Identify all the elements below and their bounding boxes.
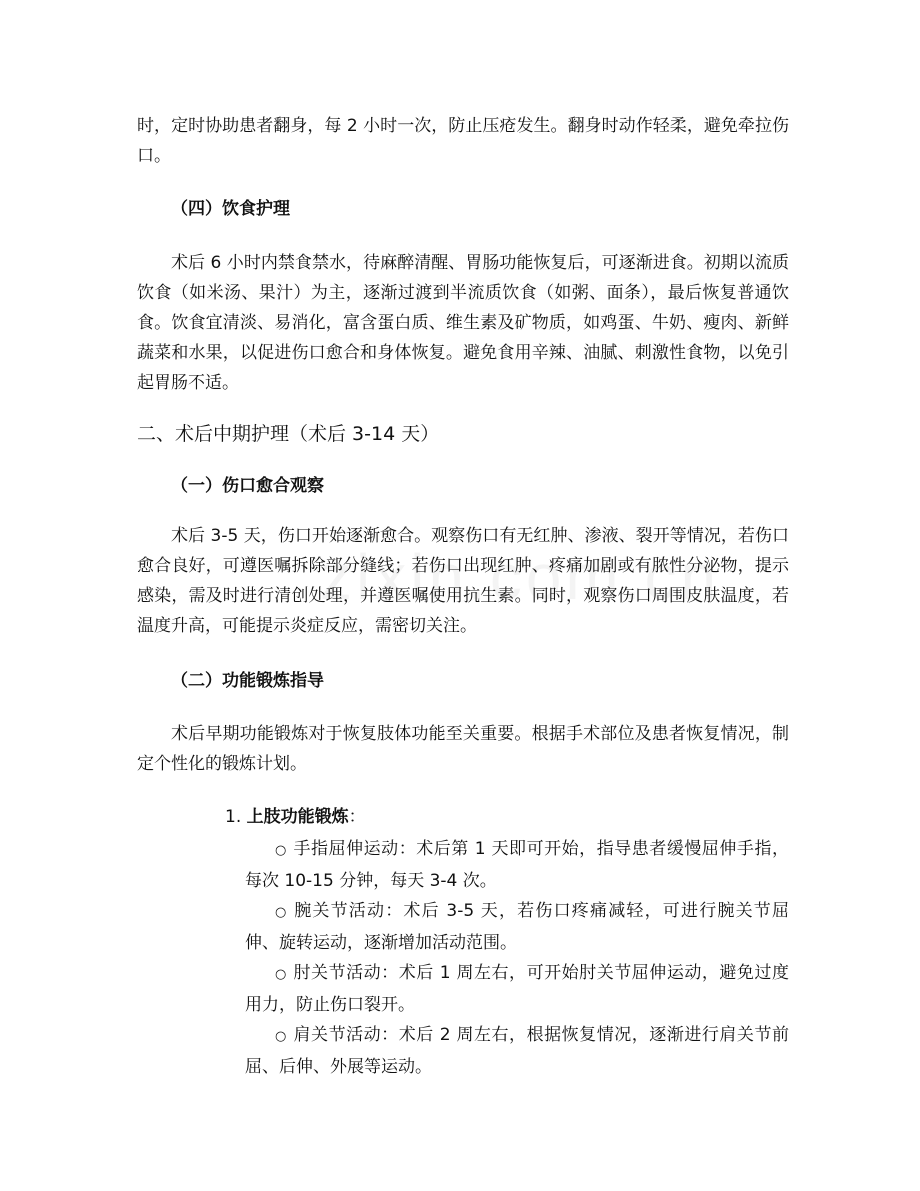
paragraph-continuation: 时，定时协助患者翻身，每 2 小时一次，防止压疮发生。翻身时动作轻柔，避免牵拉伤口。 [137, 116, 789, 166]
list-item-text: 肩关节活动：术后 2 周左右，根据恢复情况，逐渐进行肩关节前屈、后伸、外展等运动。 [245, 1025, 789, 1077]
paragraph-diet-care: 术后 6 小时内禁食禁水，待麻醉清醒、胃肠功能恢复后，可逐渐进食。初期以流质饮食（如米汤、果汁）为主，逐渐过渡到半流质饮食（如粥、面条），最后恢复普通饮食。饮食宜清淡、易消化，富含蛋白质、维生素及矿物质，如鸡蛋、牛奶、瘦肉、新鲜蔬菜和水果，以促进伤口愈合和身体恢复。避免食用辛辣、油腻、刺激性食物，以免引起胃肠不适。 [137, 253, 789, 393]
list-item [245, 834, 789, 896]
section-title-mid-term-care: 二、术后中期护理（术后 3-14 天） [137, 423, 440, 445]
list-item-text: 手指屈伸运动：术后第 1 天即可开始，指导患者缓慢屈伸手指，每次 10-15 分钟，每天 3-4 次。 [245, 839, 789, 891]
list-item [245, 958, 789, 1020]
list-title: 上肢功能锻炼 [246, 807, 349, 827]
paragraph-wound-observation: 术后 3-5 天，伤口开始逐渐愈合。观察伤口有无红肿、渗液、裂开等情况，若伤口愈合良好，可遵医嘱拆除部分缝线；若伤口出现红肿、疼痛加剧或有脓性分泌物，提示感染，需及时进行清创处理，并遵医嘱使用抗生素。同时，观察伤口周围皮肤温度，若温度升高，可能提示炎症反应，需密切关注。 [137, 526, 789, 636]
list-item-text: 肘关节活动：术后 1 周左右，可开始肘关节屈伸运动，避免过度用力，防止伤口裂开。 [245, 963, 789, 1015]
circle-bullet-icon: ○ [275, 1029, 287, 1044]
list-item-text: 腕关节活动：术后 3-5 天，若伤口疼痛减轻，可进行腕关节屈伸、旋转运动，逐渐增加活动范围。 [245, 901, 789, 953]
list-number: 1. [225, 807, 242, 827]
heading-diet-care: （四）饮食护理 [171, 199, 290, 219]
circle-bullet-icon: ○ [275, 843, 287, 858]
list-title-suffix: ： [348, 807, 366, 827]
list-item [245, 896, 789, 958]
heading-function-exercise: （二）功能锻炼指导 [171, 671, 324, 691]
list-heading-upper-limb [225, 803, 366, 831]
list-item [245, 1020, 789, 1082]
heading-wound-observation: （一）伤口愈合观察 [171, 476, 324, 496]
circle-bullet-icon: ○ [275, 905, 287, 920]
paragraph-function-exercise: 术后早期功能锻炼对于恢复肢体功能至关重要。根据手术部位及患者恢复情况，制定个性化的锻炼计划。 [137, 724, 789, 774]
circle-bullet-icon: ○ [275, 967, 287, 982]
